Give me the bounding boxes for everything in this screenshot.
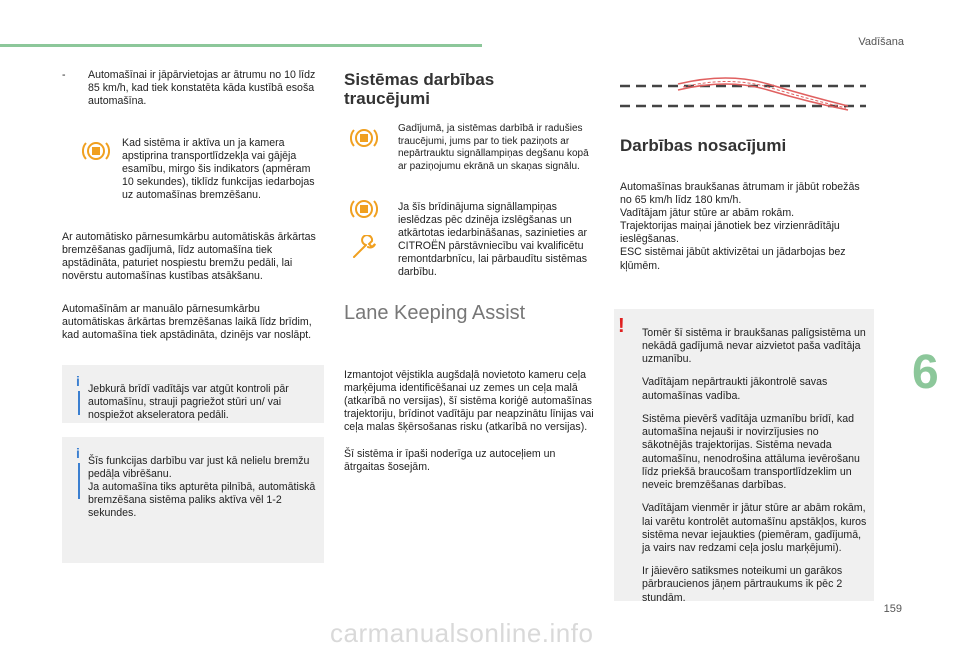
bullet-text: Automašīnai ir jāpārvietojas ar ātrumu no 10 līdz 85 km/h, kad tiek konstatēta kāda kustībā esoša automašīna. [88, 69, 316, 108]
restart-text: Ja šīs brīdinājuma signāllampiņas ieslēdzas pēc dzinēja izslēgšanas un atkārtotas iedarbināšanas, sazinieties ar CITROËN pārstāvniecību vai kvalificētu remontdarbnīcu, lai pārbaudītu sistēmas darbību. [398, 200, 588, 279]
wrench-icon [350, 235, 378, 263]
warning-para: Vadītājam nepārtraukti jākontrolē savas automašīnas vadība. [642, 376, 828, 402]
info-text-autostop: Ja automašīna tiks apturēta pilnībā, automātiskā bremzēšana sistēma paliks aktīva vēl 1-2 sekundes. [88, 480, 316, 519]
info-bar [78, 463, 80, 499]
section-title: Vadīšana [858, 36, 904, 48]
malfunction-text: Gadījumā, ja sistēmas darbībā ir radušies traucējumi, jums par to tiek paziņots ar nepārtrauktu signāllampiņas degšanu kopā ar paziņojumu ekrānā un skaņas signālu. [398, 123, 589, 172]
page-number: 159 [883, 603, 902, 615]
info-icon: i [76, 445, 80, 461]
info-text-driver-control: Jebkurā brīdī vadītājs var atgūt kontroli pār automašīnu, strauji pagriežot stūri un/ vai nospiežot akseleratora pedāli. [88, 382, 289, 421]
lka-description: Izmantojot vējstikla augšdaļā novietoto kameru ceļa marķējuma identificēšanai uz zemes un ceļa malā (atkarībā no versijas), šī sistēma koriģē automašīnas trajektoriju, brīdinot vadītāju par neapzinātu līnijas vai ceļa malas šķērsošanas risku (atkarībā no versijas). [344, 368, 594, 433]
info-box-vibration [62, 437, 324, 563]
warning-box [614, 309, 874, 604]
malfunction-title-line1: Sistēmas darbības [344, 70, 495, 89]
condition-speed: Automašīnas braukšanas ātrumam ir jābūt robežās no 65 km/h līdz 180 km/h. [620, 181, 860, 207]
lka-usage: Šī sistēma ir īpaši noderīga uz autoceļiem un ātrgaitas šosejām. [344, 447, 556, 473]
chapter-tab [912, 345, 960, 403]
chapter-number: 6 [912, 346, 939, 399]
warning-para: Tomēr šī sistēma ir braukšanas palīgsistēma un nekādā gadījumā nevar aizvietot paša vadītāja uzmanību. [642, 326, 866, 365]
warning-para: Vadītājam vienmēr ir jātur stūre ar abām rokām, lai varētu kontrolēt automašīnu apstākļos, kuros sistēma nevar iejaukties (piemēram, gadījumā, ja vairs nav redzami ceļa joslu marķējumi). [642, 502, 867, 554]
warning-text [642, 316, 870, 615]
brake-warning-icon [350, 195, 378, 223]
manual-gearbox-text: Automašīnām ar manuālo pārnesumkārbu automātiskas ārkārtas bremzēšanas laikā līdz brīdim, kad automašīna tiek apstādināta, dzinējs var noslāpt. [62, 302, 312, 341]
conditions-list [620, 181, 874, 273]
indicator-text: Kad sistēma ir aktīva un ja kamera apstiprina transportlīdzekļa vai gājēja esamību, mirgo šis indikators (apmēram 10 sekundes), tiklīdz funkcijas iedarbojas uz automašīnas bremzēšanu. [122, 136, 315, 201]
info-text-vibration: Šīs funkcijas darbību var just kā nelielu bremžu pedāļa vibrēšanu. [88, 454, 310, 480]
condition-hands: Vadītājam jātur stūre ar abām rokām. [620, 207, 795, 220]
lka-title: Lane Keeping Assist [344, 302, 526, 324]
warning-para: Sistēma pievērš vadītāja uzmanību brīdī, kad automašīna nejauši ir novirzījusies no sākotnējās trajektorijas. Sistēma nevada automašīnu, nenodrošina attāluma ievērošanu līdz priekšā braucošam transportlīdzeklim un neveic bremzēšanas darbības. [642, 413, 860, 491]
condition-esc: ESC sistēmai jābūt aktivizētai un jādarbojas bez kļūmēm. [620, 246, 846, 272]
condition-indicators: Trajektorijas maiņai jānotiek bez virzienrādītāju ieslēgšanas. [620, 220, 840, 246]
conditions-title: Darbības nosacījumi [620, 136, 787, 155]
brake-warning-icon [350, 124, 378, 152]
watermark: carmanualsonline.info [330, 618, 594, 648]
lane-diagram-icon [618, 76, 868, 116]
warning-icon: ! [618, 315, 625, 337]
info-bar [78, 391, 80, 415]
auto-gearbox-text: Ar automātisko pārnesumkārbu automātiskās ārkārtas bremzēšanas gadījumā, līdz automašīna tiek apstādināta, paturiet nospiestu bremžu pedāli, lai novērstu automašīnas kustības atsākšanu. [62, 230, 316, 282]
info-icon: i [76, 373, 80, 389]
info-box-driver-control [62, 365, 324, 423]
malfunction-title [344, 70, 494, 108]
top-accent-bar [0, 44, 482, 47]
malfunction-title-line2: traucējumi [344, 89, 430, 108]
warning-para: Ir jāievēro satiksmes noteikumi un garākos pārbraucienos jāņem pārtraukums ik pēc 2 stundām. [642, 565, 843, 604]
bullet-dash: - [62, 69, 66, 81]
brake-warning-icon [82, 137, 110, 165]
